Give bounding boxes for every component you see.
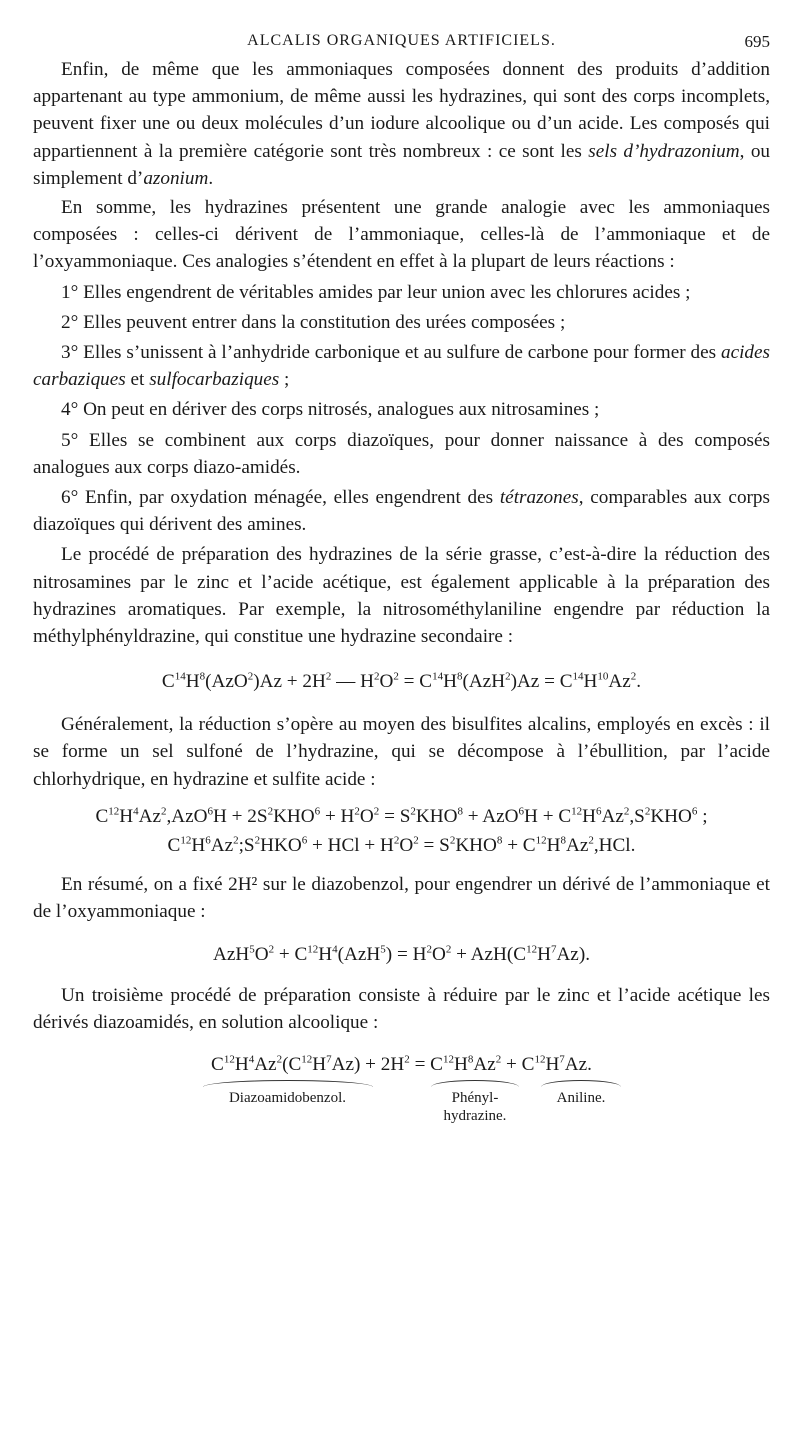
formula-nitrosomethylaniline-reduction: $C^{14}H^8(AzO^2)Az + 2H^2$ — $H^2O^2 = C^{14}H^8(AzH^2)Az = C^{14}H^{10}Az^2$.	[161, 670, 642, 693]
caption-phenylhydrazine	[429, 1080, 521, 1125]
caption-aniline	[539, 1080, 623, 1107]
text-segment: et	[125, 369, 150, 391]
page-number: 695	[744, 32, 770, 51]
formula-diazoamide-reduction: $C^{12}H^4Az^2(C^{12}H^7Az) + 2H^2 = C^{12}H^8Az^2 + C^{12}H^7Az$.	[211, 1053, 592, 1075]
formula-diazobenzol: $AzH^5O^2 + C^{12}H^4(AzH^5) = H^2O^2 + AzH(C^{12}H^7Az)$.	[212, 943, 591, 966]
brace	[203, 1080, 373, 1087]
paragraph-addition-products	[33, 56, 770, 192]
text-segment: 6° Enfin, par oxydation ménagée, elles engendrent des	[61, 487, 500, 509]
formula-bisulfite-2: $C^{12}H^6Az^2;S^2HKO^6$ + HCl + $H^2O^2 = S^2KHO^8 + C^{12}H^8Az^2,HCl$.	[167, 834, 636, 856]
brace	[431, 1080, 519, 1087]
italic-term-sulfocarbaziques: sulfocarbaziques	[149, 369, 280, 391]
paragraph-bisulfites: Généralement, la réduction s’opère au moyen des bisulfites alcalins, employés en excès : il se forme un sel sulfoné de l’hydrazine, qui se décompose à l’ébullition, par l’acide chlorhydrique, en hydrazine et sulfite acide :	[33, 714, 770, 790]
list-item-1: 1° Elles engendrent de véritables amides par leur union avec les chlorures acides ;	[61, 281, 691, 303]
list-item-6	[33, 484, 770, 538]
paragraph-preparation: Le procédé de préparation des hydrazines de la série grasse, c’est-à-dire la réduction des nitrosamines par le zinc et l’acide acétique, est également applicable à la préparation des hydrazines aromatiques. Par exemple, la nitrosométhylaniline engendre par réduction la méthylphényldrazine, qui constitue une hydrazine secondaire :	[33, 544, 770, 648]
text-segment: , ou simplement d’	[33, 140, 771, 189]
list-item-3	[33, 339, 770, 393]
caption-diazoamidobenzol	[200, 1080, 375, 1107]
text-segment: .	[208, 167, 214, 189]
paragraph-third-method: Un troisième procédé de préparation consiste à réduire par le zinc et l’acide acétique les dérivés diazoamidés, en solution alcoolique :	[33, 985, 770, 1034]
italic-term-tetrazones: tétrazones	[499, 487, 579, 509]
caption-text: Aniline.	[556, 1089, 606, 1106]
text-segment: Enfin, de même que les ammoniaques composées donnent des produits d’addition appartenant au type ammonium, de même aussi les hydrazines, qui sont des corps incomplets, peuvent fixer une ou deux molécules d’un iodure alcoolique ou d’un acide. Les composés qui appartiennent à la première catégorie sont très nombreux : ce sont les	[33, 59, 770, 162]
text-segment: ;	[279, 369, 290, 391]
caption-text: Diazoamidobenzol.	[228, 1089, 347, 1106]
brace	[541, 1080, 621, 1087]
paragraph-summary: En résumé, on a fixé 2H² sur le diazobenzol, pour engendrer un dérivé de l’ammoniaque et de l’oxyammoniaque :	[33, 873, 770, 923]
list-item-4: 4° On peut en dériver des corps nitrosés, analogues aux nitrosamines ;	[61, 399, 600, 421]
formula-bisulfite-1: $C^{12}H^4Az^2,AzO^6H + 2S^2KHO^6 + H^2O^2 = S^2KHO^8 + AzO^6H + C^{12}H^6Az^2,S^2KHO^6$ ;	[95, 805, 708, 827]
italic-term-carbaziques: acides carbaziques	[33, 342, 770, 391]
caption-text: Phényl-hydrazine.	[443, 1089, 507, 1124]
page-header	[33, 0, 770, 56]
italic-term-hydrazonium: sels d’hydrazonium	[588, 140, 740, 162]
text-segment: 3° Elles s’unissent à l’anhydride carbonique et au sulfure de carbone pour former des	[61, 342, 721, 364]
text-segment: , comparables aux corps diazoïques qui dérivent des amines.	[33, 487, 770, 536]
formula-captions	[33, 1080, 770, 1130]
running-title: ALCALIS ORGANIQUES ARTIFICIELS.	[247, 32, 556, 49]
list-item-2: 2° Elles peuvent entrer dans la constitution des urées composées ;	[61, 311, 566, 333]
list-item-5: 5° Elles se combinent aux corps diazoïques, pour donner naissance à des composés analogues aux corps diazo-amidés.	[33, 429, 770, 478]
paragraph-analogy: En somme, les hydrazines présentent une grande analogie avec les ammoniaques composées : celles-ci dérivent de l’ammoniaque, celles-là de l’ammoniaque et de l’oxyammoniaque. Ces analogies s’étendent en effet à la plupart de leurs réactions :	[33, 197, 770, 273]
italic-term-azonium: azonium	[143, 167, 209, 189]
